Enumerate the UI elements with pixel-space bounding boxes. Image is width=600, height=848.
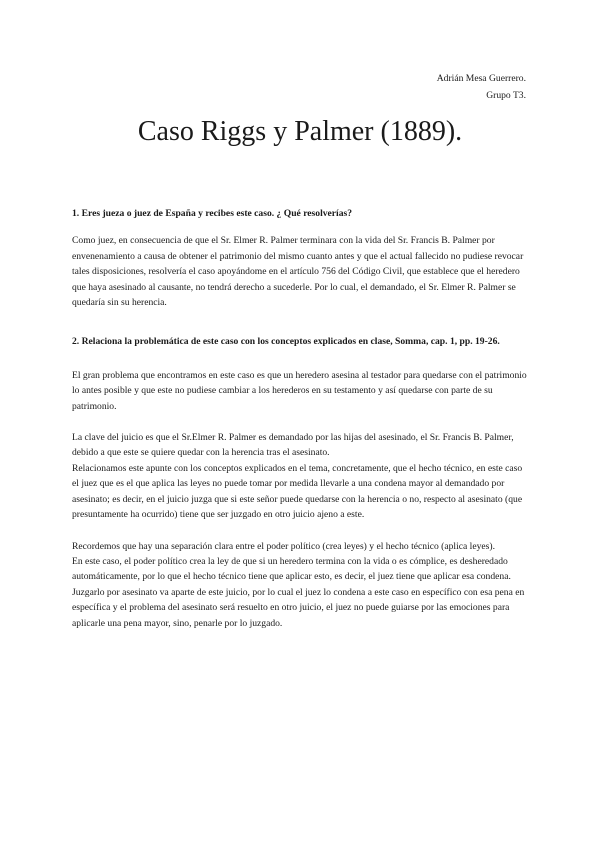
- answer-2-paragraph-1: El gran problema que encontramos en este caso es que un heredero asesina al testador para quedarse con el patrimonio lo antes posible y que este no pudiese cambiar a los herederos en su testamento y así quedarse con parte de su patrimonio.: [72, 369, 527, 412]
- answer-2-paragraph-4: Recordemos que hay una separación clara entre el poder político (crea leyes) y el hecho técnico (aplica leyes).: [72, 540, 495, 552]
- question-1: 1. Eres jueza o juez de España y recibes este caso. ¿ Qué resolverías?: [72, 208, 353, 219]
- answer-2-paragraph-3: Relacionamos este apunte con los conceptos explicados en el tema, concretamente, que el hecho técnico, en este caso el juez que es el que aplica las leyes no puede tomar por medida llevarle a una condena mayor al demandado por asesinato; es decir, en el juicio juzga que si este señor puede quedarse con la herencia o no, respecto al asesinato (que presuntamente ha ocurrido) tiene que ser juzgado en otro juicio ajeno a este.: [72, 462, 523, 521]
- answer-2-paragraph-5: En este caso, el poder político crea la ley de que si un heredero termina con la vida o es cómplice, es desheredado automáticamente, por lo que el hecho técnico tiene que aplicar esto, es decir, el juez tiene que aplicar esa condena.: [72, 555, 511, 583]
- question-2: 2. Relaciona la problemática de este caso con los conceptos explicados en clase, Somma, cap. 1, pp. 19-26.: [72, 336, 500, 348]
- answer-2-paragraph-2: La clave del juicio es que el Sr.Elmer R. Palmer es demandado por las hijas del asesinado, el Sr. Francis B. Palmer, debido a que este se quiere quedar con la herencia tras el asesinato.: [72, 432, 514, 459]
- author-name: Adrián Mesa Guerrero.: [436, 73, 526, 84]
- group-label: Grupo T3.: [486, 90, 526, 101]
- author-block: [437, 70, 526, 104]
- answer-2-paragraph-6: Juzgarlo por asesinato va aparte de este juicio, por lo cual el juez lo condena a este caso en específico con esa pena en específica y el problema del asesinato será resuelto en otro juicio, el juez no puede guiarse por las emociones para aplicarle una pena mayor, sino, penarle por lo juzgado.: [72, 586, 525, 629]
- document-title: Caso Riggs y Palmer (1889).: [137, 116, 463, 147]
- answer-1: Como juez, en consecuencia de que el Sr. Elmer R. Palmer terminara con la vida del Sr. Francis B. Palmer por envenenamiento a causa de obtener el patrimonio del mismo cuanto antes y que el actual fallecido no pudiese revocar tales disposiciones, resolvería el caso apoyándome en el artículo 756 del Código Civil, que establece que el heredero que haya asesinado al causante, no tendrá derecho a sucederle. Por lo cual, el demandado, el Sr. Elmer R. Palmer se quedaría sin su herencia.: [72, 235, 524, 309]
- document-body: [72, 206, 528, 631]
